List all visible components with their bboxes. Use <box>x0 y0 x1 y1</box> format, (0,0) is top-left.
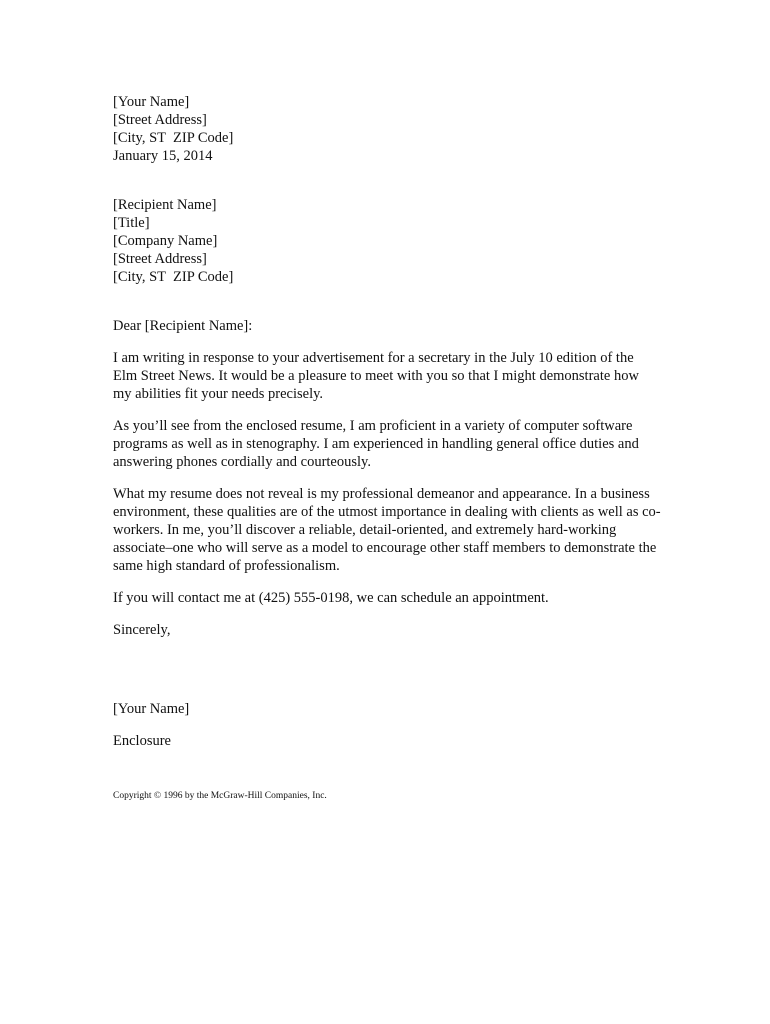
sender-address-block <box>113 93 673 165</box>
body-paragraph: As you’ll see from the enclosed resume, I am proficient in a variety of computer software programs as well as in stenography. I am experienced in handling general office duties and answering phones cordially and courteously. <box>113 418 639 470</box>
closing: Sincerely, <box>113 622 171 638</box>
recipient-city: [City, ST ZIP Code] <box>113 269 234 285</box>
sender-name: [Your Name] <box>113 94 190 110</box>
letter-date: January 15, 2014 <box>113 148 213 164</box>
sender-street: [Street Address] <box>113 112 207 128</box>
body-paragraph: I am writing in response to your advertisement for a secretary in the July 10 edition of the Elm Street News. It would be a pleasure to meet with you so that I might demonstrate how my abilities fit your needs precisely. <box>113 350 639 402</box>
recipient-address-block <box>113 196 673 286</box>
salutation: Dear [Recipient Name]: <box>113 318 253 334</box>
sender-city: [City, ST ZIP Code] <box>113 130 234 146</box>
recipient-name: [Recipient Name] <box>113 197 217 213</box>
copyright-notice: Copyright © 1996 by the McGraw-Hill Companies, Inc. <box>113 791 327 801</box>
enclosure-note: Enclosure <box>113 733 171 749</box>
letter-body <box>113 93 673 750</box>
body-paragraph: If you will contact me at (425) 555-0198, we can schedule an appointment. <box>113 590 549 606</box>
recipient-title: [Title] <box>113 215 150 231</box>
recipient-company: [Company Name] <box>113 233 218 249</box>
body-paragraph: What my resume does not reveal is my professional demeanor and appearance. In a business environment, these qualities are of the utmost importance in dealing with clients as well as co-workers. In me, you’ll discover a reliable, detail-oriented, and extremely hard-working associate–one who will serve as a model to encourage other staff members to demonstrate the same high standard of professionalism. <box>113 486 661 574</box>
signer-name: [Your Name] <box>113 701 190 717</box>
recipient-street: [Street Address] <box>113 251 207 267</box>
signature-space <box>113 639 673 700</box>
